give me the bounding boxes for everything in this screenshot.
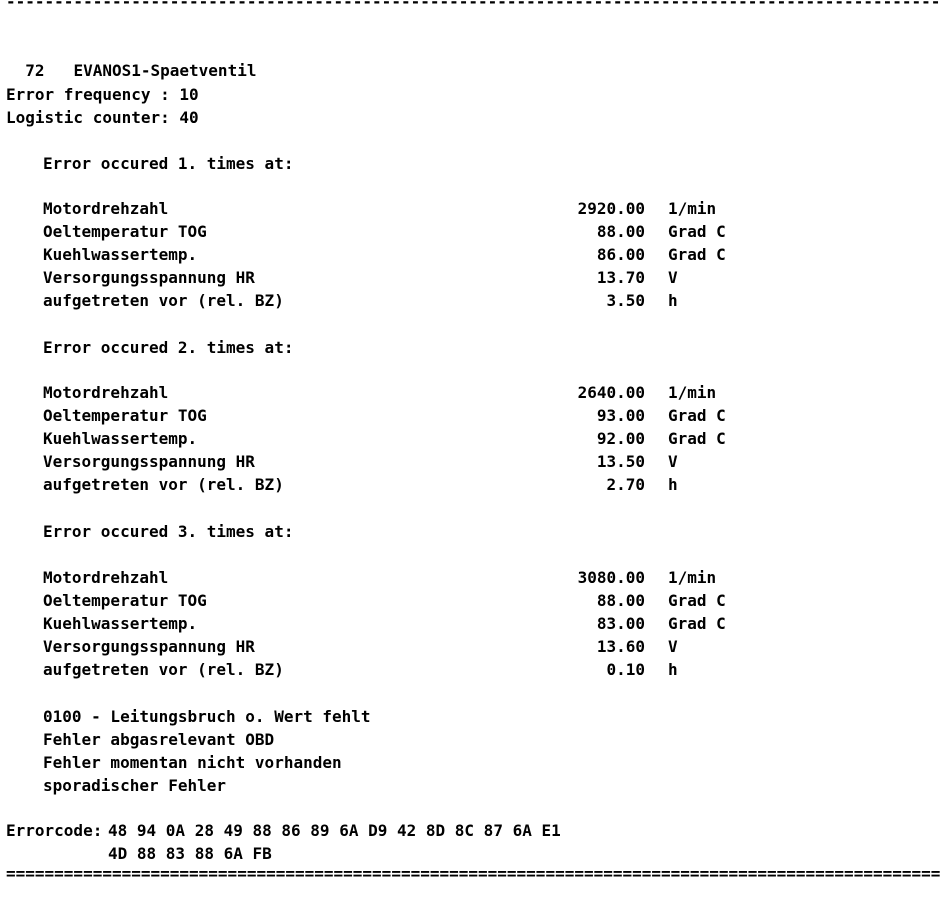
row-value: 88.00	[596, 222, 645, 241]
row-value: 93.00	[596, 406, 645, 425]
status-line: 0100 - Leitungsbruch o. Wert fehlt	[43, 707, 371, 726]
status-line: sporadischer Fehler	[43, 776, 227, 795]
row-unit: h	[668, 660, 678, 679]
row-label: Versorgungsspannung HR	[43, 637, 255, 656]
row-unit: V	[668, 268, 678, 287]
row-value: 2640.00	[577, 383, 645, 402]
occurrence-heading: Error occured 1. times at:	[43, 154, 294, 173]
error-header	[6, 38, 256, 82]
row-label: Kuehlwassertemp.	[43, 429, 198, 448]
row-unit: 1/min	[668, 199, 717, 218]
status-line: Fehler momentan nicht vorhanden	[43, 753, 342, 772]
row-value: 13.50	[596, 452, 645, 471]
error-frequency: Error frequency : 10	[6, 85, 199, 104]
row-label: Motordrehzahl	[43, 383, 169, 402]
row-label: Oeltemperatur TOG	[43, 406, 207, 425]
error-code-number: 72	[25, 61, 45, 80]
row-value: 3080.00	[577, 568, 645, 587]
occurrence-heading: Error occured 3. times at:	[43, 522, 294, 541]
bottom-separator: =================================================================================================	[6, 864, 940, 883]
row-value: 2.70	[606, 475, 645, 494]
row-label: Kuehlwassertemp.	[43, 614, 198, 633]
row-unit: h	[668, 475, 678, 494]
row-label: aufgetreten vor (rel. BZ)	[43, 475, 284, 494]
row-value: 0.10	[606, 660, 645, 679]
errorcode-label: Errorcode:	[6, 821, 103, 840]
row-unit: Grad C	[668, 614, 726, 633]
row-unit: 1/min	[668, 383, 717, 402]
row-unit: Grad C	[668, 591, 726, 610]
row-value: 3.50	[606, 291, 645, 310]
row-unit: h	[668, 291, 678, 310]
row-label: Versorgungsspannung HR	[43, 452, 255, 471]
occurrence-heading: Error occured 2. times at:	[43, 338, 294, 357]
row-unit: V	[668, 637, 678, 656]
logistic-counter: Logistic counter: 40	[6, 108, 199, 127]
row-value: 92.00	[596, 429, 645, 448]
row-value: 13.70	[596, 268, 645, 287]
row-unit: V	[668, 452, 678, 471]
row-unit: 1/min	[668, 568, 717, 587]
row-value: 83.00	[596, 614, 645, 633]
row-label: Oeltemperatur TOG	[43, 591, 207, 610]
row-label: aufgetreten vor (rel. BZ)	[43, 291, 284, 310]
row-value: 88.00	[596, 591, 645, 610]
errorcode-bytes-line2: 4D 88 83 88 6A FB	[108, 844, 272, 863]
error-name: EVANOS1-Spaetventil	[73, 61, 257, 80]
row-value: 2920.00	[577, 199, 645, 218]
row-label: aufgetreten vor (rel. BZ)	[43, 660, 284, 679]
row-value: 86.00	[596, 245, 645, 264]
row-unit: Grad C	[668, 429, 726, 448]
row-label: Oeltemperatur TOG	[43, 222, 207, 241]
row-label: Motordrehzahl	[43, 199, 169, 218]
row-unit: Grad C	[668, 406, 726, 425]
row-label: Kuehlwassertemp.	[43, 245, 198, 264]
row-label: Versorgungsspannung HR	[43, 268, 255, 287]
row-unit: Grad C	[668, 222, 726, 241]
errorcode-bytes-line1: 48 94 0A 28 49 88 86 89 6A D9 42 8D 8C 87 6A E1	[108, 821, 561, 840]
top-separator: -------------------------------------------------------------------------------------------------	[6, 0, 940, 11]
row-unit: Grad C	[668, 245, 726, 264]
row-label: Motordrehzahl	[43, 568, 169, 587]
row-value: 13.60	[596, 637, 645, 656]
status-line: Fehler abgasrelevant OBD	[43, 730, 275, 749]
